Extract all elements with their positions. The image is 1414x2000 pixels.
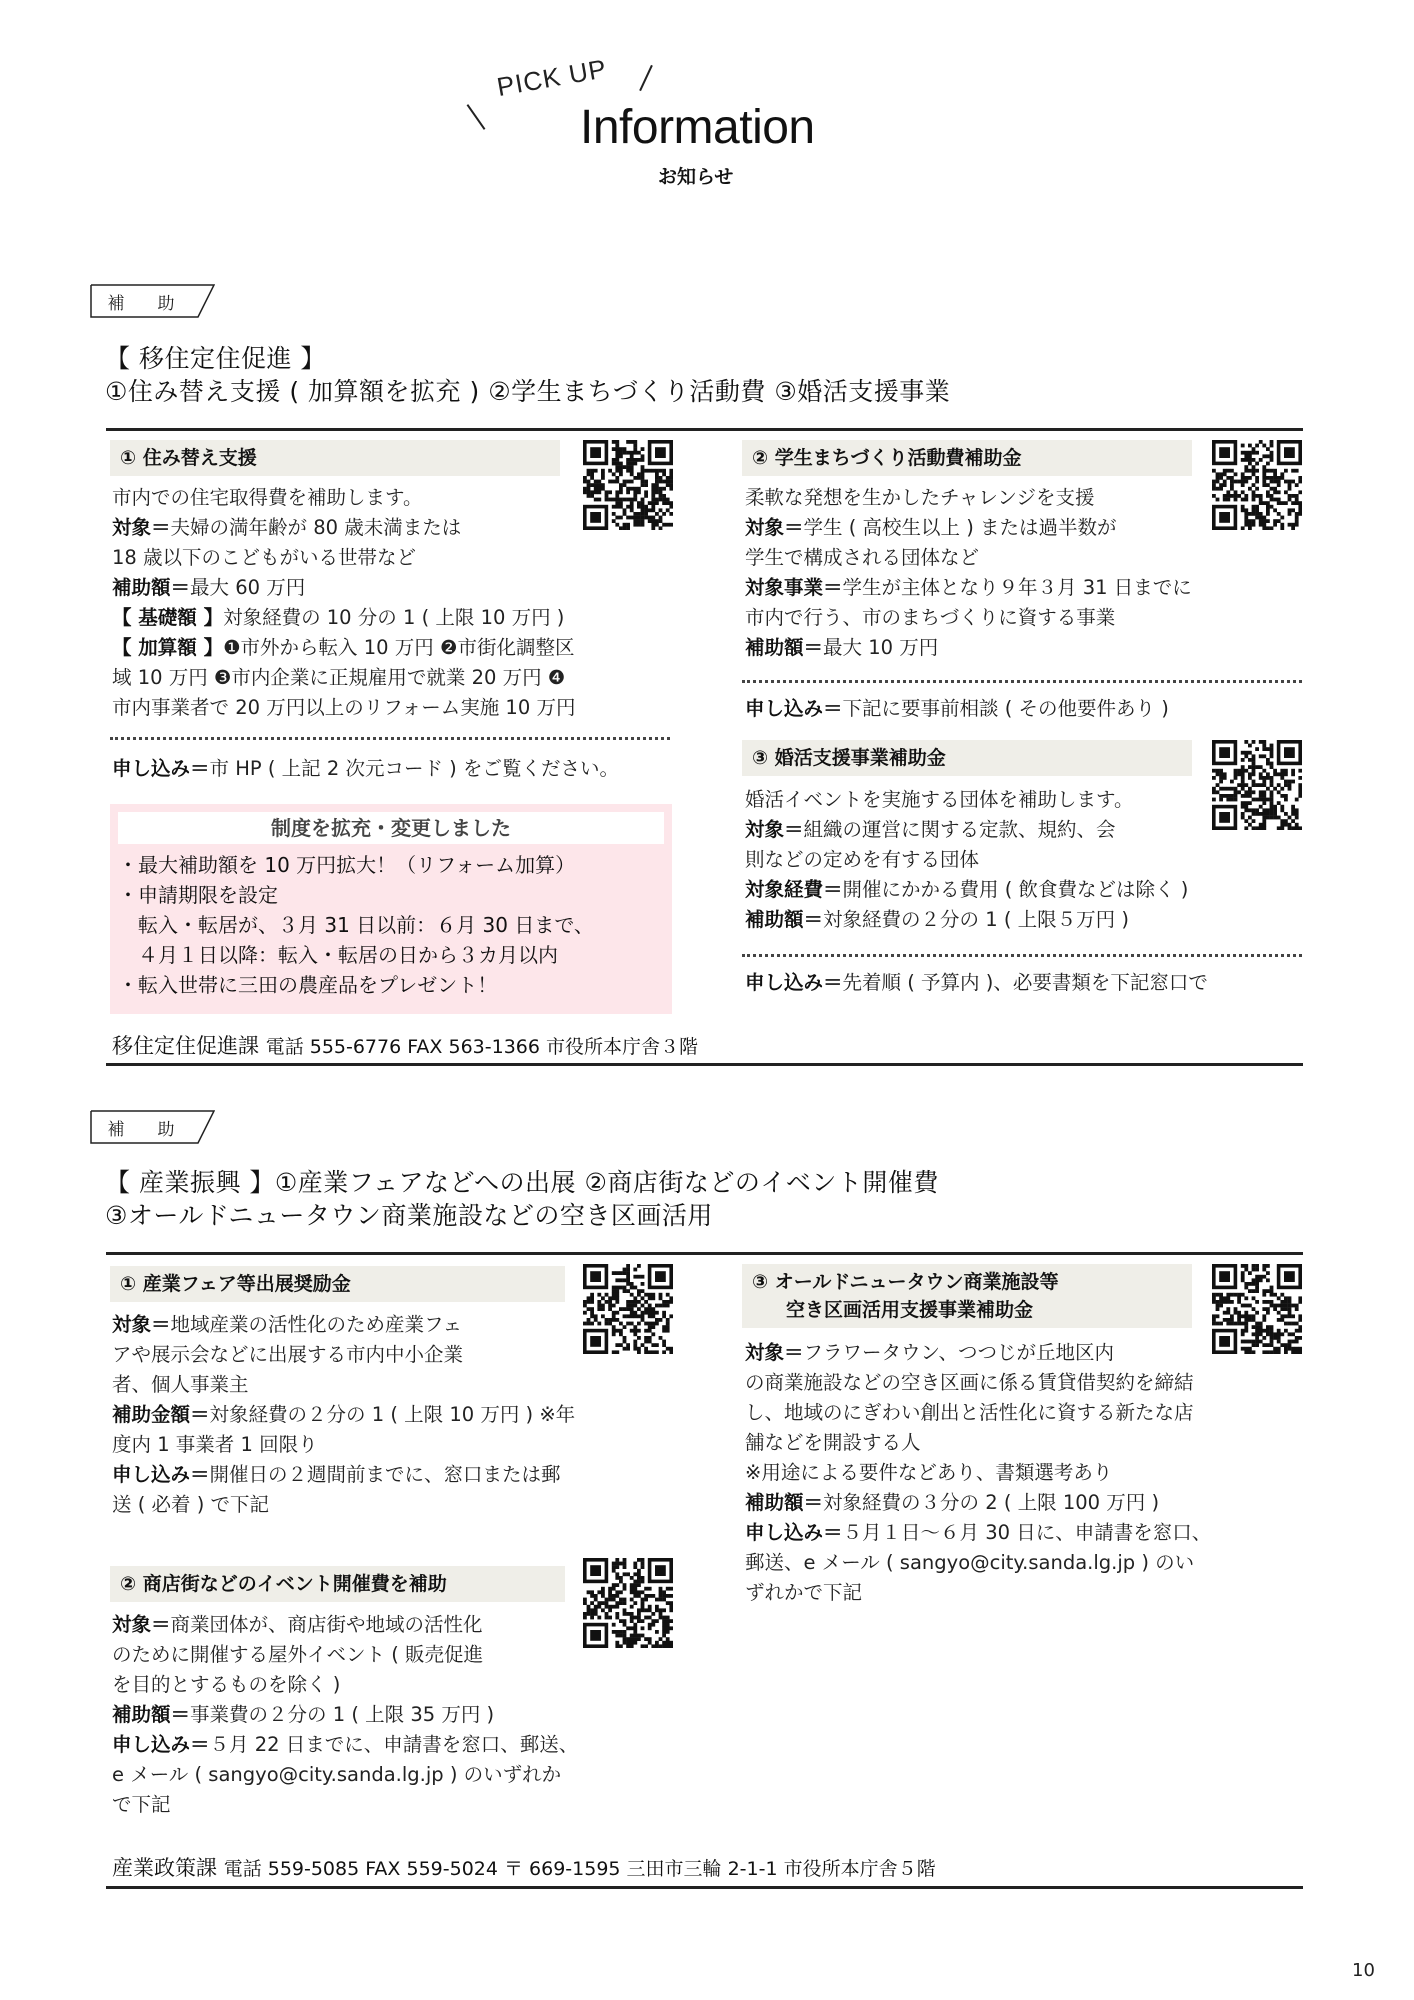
box-body bbox=[112, 1310, 682, 1520]
body-line: の商業施設などの空き区画に係る賃貸借契約を締結 bbox=[745, 1371, 1194, 1394]
body-line: 18 歳以下のこどもがいる世帯など bbox=[112, 546, 417, 569]
body-line: のために開催する屋外イベント ( 販売促進 bbox=[112, 1643, 484, 1666]
box-heading: ① 産業フェア等出展奨励金 bbox=[110, 1266, 565, 1302]
dotted-divider bbox=[110, 737, 670, 740]
body-line: 舗などを開設する人 bbox=[745, 1431, 921, 1454]
apply-text: 申し込み＝先着順 ( 予算内 )、必要書類を下記窓口で bbox=[745, 971, 1208, 994]
body-line: 者、個人事業主 bbox=[112, 1373, 249, 1396]
body-line: 補助額＝対象経費の３分の 2 ( 上限 100 万円 ) bbox=[745, 1491, 1160, 1514]
contact-line: 移住定住促進課 電話 555-6776 FAX 563-1366 市役所本庁舎３階 bbox=[112, 1034, 698, 1058]
body-line: 度内 1 事業者 1 回限り bbox=[112, 1433, 318, 1456]
box-heading-line2: 空き区画活用支援事業補助金 bbox=[786, 1299, 1034, 1321]
body-line: ずれかで下記 bbox=[745, 1581, 863, 1604]
dotted-divider bbox=[742, 954, 1302, 957]
page-number: 10 bbox=[1352, 1960, 1375, 1981]
box-body bbox=[112, 1610, 682, 1820]
body-line: で下記 bbox=[112, 1793, 171, 1816]
body-line: し、地域のにぎわい創出と活性化に資する新たな店 bbox=[745, 1401, 1194, 1424]
divider-rule bbox=[106, 1886, 1303, 1889]
box-body bbox=[112, 483, 682, 723]
box-body bbox=[745, 483, 1305, 663]
body-line: e メール ( sangyo@city.sanda.lg.jp ) のいずれか bbox=[112, 1763, 562, 1786]
box-heading bbox=[742, 1264, 1192, 1328]
body-line: 対象＝学生 ( 高校生以上 ) または過半数が bbox=[745, 516, 1117, 539]
body-line: 申し込み＝開催日の２週間前までに、窓口または郵 bbox=[112, 1463, 561, 1486]
body-line: 柔軟な発想を生かしたチャレンジを支援 bbox=[745, 486, 1095, 509]
body-line: 【 加算額 】❶市外から転入 10 万円 ❷市街化調整区 bbox=[112, 636, 575, 659]
body-line: 対象＝夫婦の満年齢が 80 歳未満または bbox=[112, 516, 462, 539]
notice-line: ・転入世帯に三田の農産品をプレゼント！ bbox=[118, 973, 498, 997]
notice-body bbox=[118, 850, 594, 1000]
category-tag bbox=[90, 1110, 215, 1144]
pickup-text: PICK UP bbox=[494, 53, 610, 103]
body-line: 市内での住宅取得費を補助します。 bbox=[112, 486, 423, 509]
contact-line: 産業政策課 電話 559-5085 FAX 559-5024 〒 669-1595 三田市三輪 2-1-1 市役所本庁舎５階 bbox=[112, 1856, 936, 1880]
body-line: 郵送、e メール ( sangyo@city.sanda.lg.jp ) のい bbox=[745, 1551, 1195, 1574]
category-tag-label: 補 助 bbox=[107, 1120, 183, 1140]
box-heading: ② 商店街などのイベント開催費を補助 bbox=[110, 1566, 565, 1602]
body-line: 対象＝地域産業の活性化のため産業フェ bbox=[112, 1313, 463, 1336]
divider-rule bbox=[106, 1252, 1303, 1255]
box-body bbox=[745, 785, 1305, 935]
body-line: 市内で行う、市のまちづくりに資する事業 bbox=[745, 606, 1116, 629]
body-line: 市内事業者で 20 万円以上のリフォーム実施 10 万円 bbox=[112, 696, 576, 719]
body-line: 送 ( 必着 ) で下記 bbox=[112, 1493, 270, 1516]
apply-text: 申し込み＝下記に要事前相談 ( その他要件あり ) bbox=[745, 697, 1169, 720]
notice-line: 転入・転居が、３月 31 日以前：６月 30 日まで、 bbox=[118, 913, 594, 937]
body-line: 補助額＝対象経費の２分の 1 ( 上限５万円 ) bbox=[745, 908, 1129, 931]
slash-left bbox=[467, 104, 486, 130]
body-line: 婚活イベントを実施する団体を補助します。 bbox=[745, 788, 1134, 811]
box-heading-line1: ③ オールドニュータウン商業施設等 bbox=[752, 1271, 1059, 1293]
divider-rule bbox=[106, 428, 1303, 431]
body-line: 補助額＝最大 10 万円 bbox=[745, 636, 939, 659]
body-line: 域 10 万円 ❸市内企業に正規雇用で就業 20 万円 ❹ bbox=[112, 666, 566, 689]
category-tag bbox=[90, 284, 215, 318]
section-title bbox=[105, 1166, 939, 1232]
body-line: 学生で構成される団体など bbox=[745, 546, 980, 569]
body-line: 対象事業＝学生が主体となり９年３月 31 日までに bbox=[745, 576, 1192, 599]
notice-line: ４月１日以降：転入・転居の日から３カ月以内 bbox=[118, 943, 558, 967]
apply-text: 申し込み＝市 HP ( 上記 2 次元コード ) をご覧ください。 bbox=[112, 757, 619, 780]
body-line: 補助額＝最大 60 万円 bbox=[112, 576, 306, 599]
page-subtitle: お知らせ bbox=[658, 166, 734, 188]
body-line: を目的とするものを除く ) bbox=[112, 1673, 341, 1696]
divider-rule bbox=[106, 1063, 1303, 1066]
box-heading: ② 学生まちづくり活動費補助金 bbox=[742, 440, 1192, 476]
box-heading: ③ 婚活支援事業補助金 bbox=[742, 740, 1192, 776]
section-title-line1: 【 産業振興 】①産業フェアなどへの出展 ②商店街などのイベント開催費 bbox=[105, 1168, 939, 1197]
section-title bbox=[105, 342, 950, 408]
body-line: 補助金額＝対象経費の２分の 1 ( 上限 10 万円 ) ※年 bbox=[112, 1403, 576, 1426]
body-line: 対象＝組織の運営に関する定款、規約、会 bbox=[745, 818, 1116, 841]
box-body bbox=[745, 1338, 1305, 1608]
notice-box bbox=[110, 804, 672, 1014]
box-heading: ① 住み替え支援 bbox=[110, 440, 560, 476]
notice-heading: 制度を拡充・変更しました bbox=[118, 812, 664, 844]
body-line: 則などの定めを有する団体 bbox=[745, 848, 980, 871]
body-line: 対象＝フラワータウン、つつじが丘地区内 bbox=[745, 1341, 1114, 1364]
section-title-line1: 【 移住定住促進 】 bbox=[105, 344, 326, 373]
notice-line: ・申請期限を設定 bbox=[118, 883, 278, 907]
body-line: 対象経費＝開催にかかる費用 ( 飲食費などは除く ) bbox=[745, 878, 1189, 901]
slash-right bbox=[639, 65, 653, 91]
body-line: 補助額＝事業費の２分の 1 ( 上限 35 万円 ) bbox=[112, 1703, 495, 1726]
body-line: 対象＝商業団体が、商店街や地域の活性化 bbox=[112, 1613, 483, 1636]
section-title-line2: ①住み替え支援 ( 加算額を拡充 ) ②学生まちづくり活動費 ③婚活支援事業 bbox=[105, 377, 951, 406]
dotted-divider bbox=[742, 680, 1302, 683]
page-title: Information bbox=[580, 101, 815, 154]
body-line: アや展示会などに出展する市内中小企業 bbox=[112, 1343, 464, 1366]
notice-line: ・最大補助額を 10 万円拡大！（リフォーム加算） bbox=[118, 853, 576, 877]
body-line: 申し込み＝５月１日～６月 30 日に、申請書を窓口、 bbox=[745, 1521, 1212, 1544]
section-title-line2: ③オールドニュータウン商業施設などの空き区画活用 bbox=[105, 1201, 713, 1230]
body-line: 申し込み＝５月 22 日までに、申請書を窓口、郵送、 bbox=[112, 1733, 579, 1756]
body-line: 【 基礎額 】対象経費の 10 分の 1 ( 上限 10 万円 ) bbox=[112, 606, 565, 629]
category-tag-label: 補 助 bbox=[107, 294, 183, 314]
body-line: ※用途による要件などあり、書類選考あり bbox=[745, 1461, 1113, 1484]
